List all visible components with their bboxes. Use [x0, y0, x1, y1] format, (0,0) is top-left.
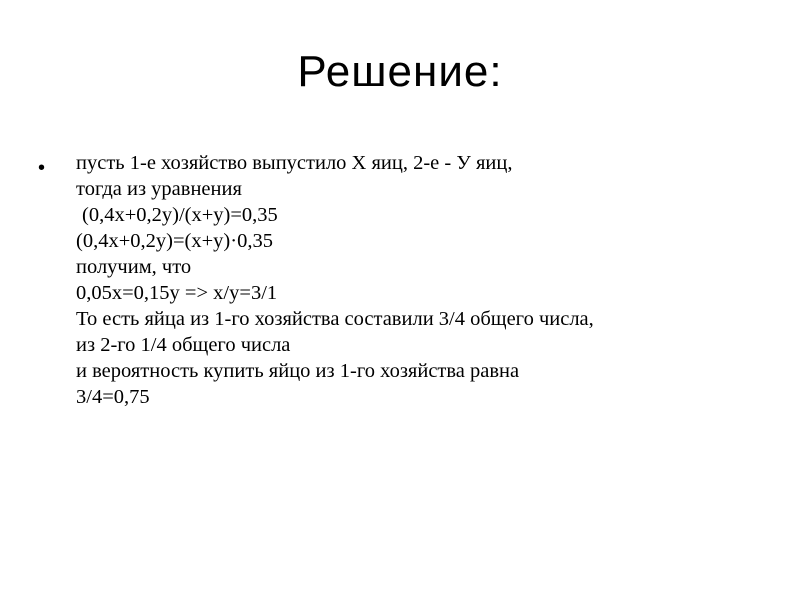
- text-line-3: получим, что: [76, 256, 192, 278]
- solution-text: [76, 150, 776, 410]
- text-line-1: пусть 1-е хозяйство выпустило Х яиц, 2-е - У яиц,: [76, 152, 513, 174]
- equation-line-2: (0,4x+0,2y)=(x+y)·0,35: [76, 230, 273, 252]
- bullet-icon: •: [38, 157, 46, 179]
- equation-line-3: 0,05x=0,15y => x/y=3/1: [76, 282, 278, 304]
- text-line-5: из 2-го 1/4 общего числа: [76, 334, 291, 356]
- text-line-4: То есть яйца из 1-го хозяйства составили 3/4 общего числа,: [76, 308, 594, 330]
- slide-title: Решение:: [297, 47, 503, 96]
- answer-line: 3/4=0,75: [76, 386, 150, 408]
- equation-line-1: (0,4x+0,2y)/(x+y)=0,35: [82, 204, 278, 226]
- text-line-2: тогда из уравнения: [76, 178, 242, 200]
- text-line-6: и вероятность купить яйцо из 1-го хозяйства равна: [76, 360, 520, 382]
